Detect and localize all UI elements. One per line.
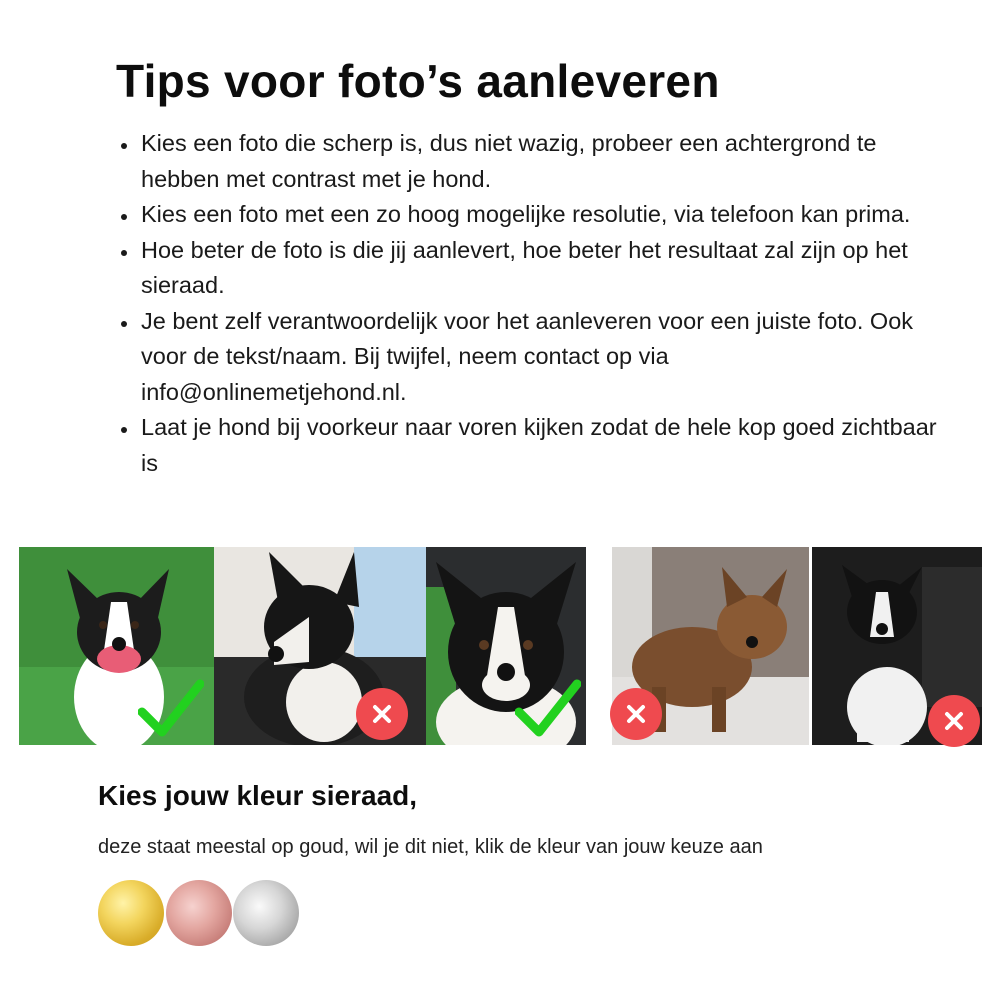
bad-example-cross-icon bbox=[928, 695, 980, 747]
tip-item: • Kies een foto die scherp is, dus niet wazig, probeer een achtergrond te hebben met contrast met je hond. bbox=[139, 126, 939, 197]
color-picker-title: Kies jouw kleur sieraad, bbox=[98, 780, 418, 811]
tips-list bbox=[112, 126, 939, 481]
color-picker-subtitle: deze staat meestal op goud, wil je dit niet, klik de kleur van jouw keuze aan bbox=[98, 836, 763, 858]
bad-example-cross-icon bbox=[356, 688, 408, 740]
tip-item: • Laat je hond bij voorkeur naar voren kijken zodat de hele kop goed zichtbaar is bbox=[139, 410, 939, 481]
page-title: Tips voor foto’s aanleveren bbox=[116, 55, 720, 107]
tip-item: • Je bent zelf verantwoordelijk voor het aanleveren voor een juiste foto. Ook voor de tekst/naam. Bij twijfel, neem contact op via info@onlinemetjehond.nl. bbox=[139, 304, 939, 411]
color-swatch-gold[interactable] bbox=[98, 880, 164, 946]
tip-item: • Kies een foto met een zo hoog mogelijke resolutie, via telefoon kan prima. bbox=[139, 197, 939, 233]
good-example-check-icon bbox=[138, 678, 204, 740]
color-swatch-rose-gold[interactable] bbox=[166, 880, 232, 946]
tip-item: • Hoe beter de foto is die jij aanlevert, hoe beter het resultaat zal zijn op het sieraad. bbox=[139, 233, 939, 304]
good-example-check-icon bbox=[515, 678, 581, 740]
bad-example-cross-icon bbox=[610, 688, 662, 740]
color-swatch-silver[interactable] bbox=[233, 880, 299, 946]
